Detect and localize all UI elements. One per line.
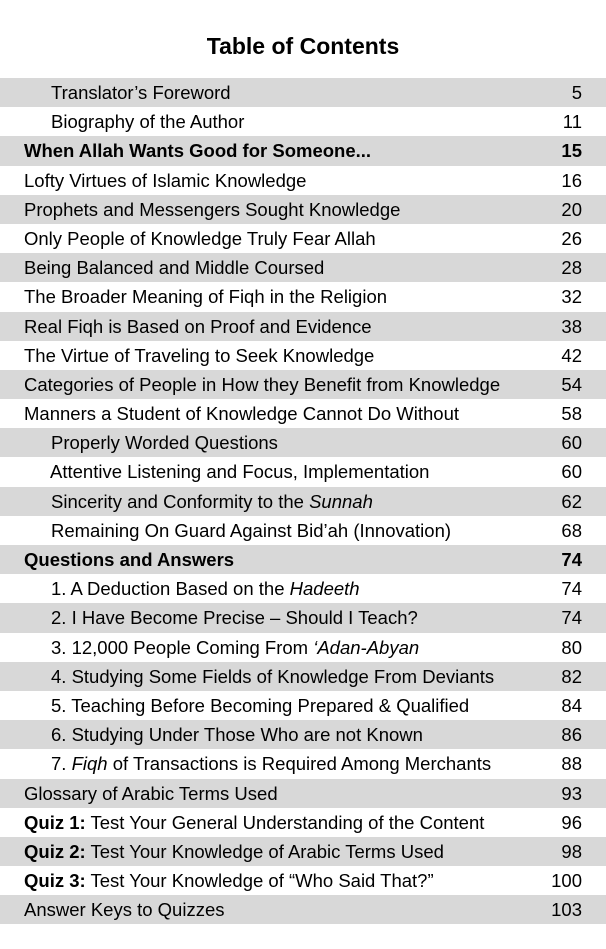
toc-entry-label: When Allah Wants Good for Someone... [24,140,372,162]
table-of-contents [0,78,606,924]
toc-entry-label: Manners a Student of Knowledge Cannot Do Without [24,403,460,425]
toc-entry-label: Categories of People in How they Benefit from Knowledge [24,373,501,395]
toc-entry-page: 103 [551,899,582,921]
toc-entry-page: 54 [561,373,582,395]
toc-entry-label-italic: Fiqh [71,753,108,775]
toc-entry-label: Translator’s Foreword [51,82,231,103]
toc-entry-label-bold: Quiz 3: [24,870,86,892]
toc-entry-page: 16 [561,169,582,191]
toc-entry-biography [0,107,606,136]
toc-entry-properly-worded-questions [0,428,606,457]
toc-entry-fiqh-of-transactions [0,749,606,778]
toc-entry-label: Only People of Knowledge Truly Fear Allah [24,227,376,249]
toc-entry-label: Answer Keys to Quizzes [24,899,225,921]
toc-entry-label-text: Test Your Knowledge of “Who Said That?” [85,870,434,892]
toc-entry-label-text: 1. A Deduction Based on the [51,578,290,600]
toc-entry-page: 60 [561,461,582,483]
toc-entry-page: 42 [561,344,582,366]
toc-entry-label [51,487,373,516]
toc-entry-page: 5 [571,82,582,103]
toc-entry-label-text: 3. 12,000 People Coming From [51,636,314,658]
toc-entry-answer-keys [0,895,606,924]
toc-entry-page: 96 [561,811,582,833]
toc-entry-label-bold: Quiz 1: [24,811,86,833]
toc-entry-label [51,633,419,662]
toc-entry-page: 28 [561,257,582,279]
toc-entry-label-text: Test Your General Understanding of the Content [85,811,485,833]
toc-entry-label [51,574,360,603]
toc-entry-label [51,749,491,778]
toc-entry-page: 80 [561,636,582,658]
toc-entry-studying-from-deviants [0,662,606,691]
toc-entry-page: 11 [562,111,582,133]
toc-entry-being-balanced [0,253,606,282]
toc-entry-quiz-3 [0,866,606,895]
toc-entry-label [24,837,444,866]
toc-entry-label: 5. Teaching Before Becoming Prepared & Qualified [51,694,470,716]
toc-entry-label-italic: ‘Adan-Abyan [313,636,420,658]
toc-entry-attentive-listening [0,457,606,486]
toc-entry-page: 74 [561,549,582,570]
toc-entry-page: 62 [561,490,582,512]
toc-entry-deduction-hadeeth [0,574,606,603]
toc-entry-page: 84 [561,694,582,716]
toc-entry-quiz-2 [0,837,606,866]
toc-entry-sincerity-conformity [0,487,606,516]
toc-entry-label: Properly Worded Questions [51,432,278,454]
toc-entry-categories-of-people [0,370,606,399]
toc-entry-label-text: 7. [51,753,72,775]
toc-entry-people-of-knowledge [0,224,606,253]
toc-entry-page: 38 [561,315,582,337]
toc-entry-label-italic: Hadeeth [289,578,360,600]
toc-entry-label: Prophets and Messengers Sought Knowledge [24,198,401,220]
toc-entry-page: 88 [561,753,582,775]
toc-entry-label-italic: Sunnah [309,490,373,512]
toc-entry-become-precise [0,603,606,632]
toc-entry-label: Glossary of Arabic Terms Used [24,782,278,804]
toc-entry-studying-under-unknown [0,720,606,749]
toc-entry-lofty-virtues [0,166,606,195]
toc-entry-label-text: Sincerity and Conformity to the [51,490,310,512]
toc-entry-page: 100 [551,870,582,892]
toc-entry-questions-and-answers [0,545,606,574]
toc-entry-label: The Virtue of Traveling to Seek Knowledge [24,344,375,366]
toc-entry-label [24,808,484,837]
toc-entry-page: 15 [561,140,582,162]
toc-entry-label: Remaining On Guard Against Bid’ah (Innovation) [51,519,452,541]
toc-entry-page: 93 [561,782,582,804]
toc-entry-page: 20 [561,198,582,220]
toc-entry-label: Lofty Virtues of Islamic Knowledge [24,169,307,191]
toc-entry-label: Biography of the Author [51,111,245,133]
toc-entry-manners-of-student [0,399,606,428]
toc-entry-label: Real Fiqh is Based on Proof and Evidence [24,315,372,337]
toc-entry-label-text: Test Your Knowledge of Arabic Terms Used [85,840,444,862]
toc-entry-glossary [0,779,606,808]
toc-entry-page: 58 [561,403,582,425]
toc-entry-broader-meaning-fiqh [0,282,606,311]
toc-entry-page: 74 [561,578,582,600]
toc-entry-prophets-messengers [0,195,606,224]
toc-entry-quiz-1 [0,808,606,837]
page-title: Table of Contents [206,33,400,59]
toc-entry-label: 6. Studying Under Those Who are not Known [51,724,423,746]
toc-entry-remaining-on-guard [0,516,606,545]
toc-entry-label [24,866,434,895]
toc-entry-label-text: of Transactions is Required Among Merchants [107,753,492,775]
toc-entry-label-bold: Quiz 2: [24,840,86,862]
toc-entry-translators-foreword [0,78,606,107]
toc-entry-page: 74 [561,607,582,629]
toc-entry-adan-abyan [0,633,606,662]
toc-entry-label: Being Balanced and Middle Coursed [24,257,325,279]
toc-entry-virtue-of-traveling [0,341,606,370]
toc-entry-page: 98 [561,840,582,862]
toc-entry-page: 32 [561,286,582,308]
toc-entry-label: Questions and Answers [24,549,235,570]
toc-entry-label: The Broader Meaning of Fiqh in the Religion [24,286,388,308]
toc-entry-page: 86 [561,724,582,746]
toc-entry-page: 68 [561,519,582,541]
toc-entry-page: 82 [561,665,582,687]
toc-entry-label: 2. I Have Become Precise – Should I Teach? [51,607,418,629]
toc-entry-label: 4. Studying Some Fields of Knowledge From Deviants [51,665,495,687]
toc-entry-teaching-before-prepared [0,691,606,720]
toc-entry-real-fiqh [0,312,606,341]
toc-entry-when-allah-wants-good [0,136,606,165]
toc-entry-page: 60 [561,432,582,454]
toc-entry-label: Attentive Listening and Focus, Implementation [50,461,430,483]
toc-entry-page: 26 [561,227,582,249]
